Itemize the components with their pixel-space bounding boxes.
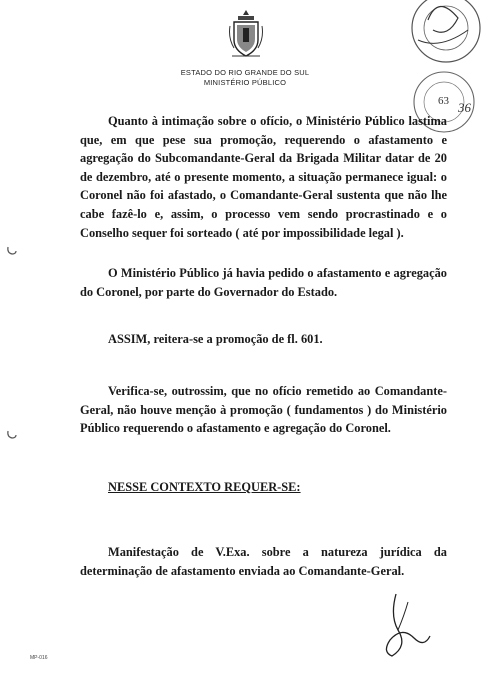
punch-hole-icon — [6, 244, 18, 256]
letterhead-institution: MINISTÉRIO PÚBLICO — [203, 78, 287, 87]
section-heading: NESSE CONTEXTO REQUER-SE: — [108, 480, 301, 494]
paragraph-request: Manifestação de V.Exa. sobre a natureza jurídica da determinação de afastamento enviada ao Comandante-Geral. — [80, 545, 447, 578]
paragraph-verification: Verifica-se, outrossim, que no ofício remetido ao Comandante-Geral, não houve menção à promoção ( fundamentos ) do Ministério Público requerendo o afastamento e agregação do Coronel. — [80, 384, 447, 436]
coat-of-arms-icon — [228, 8, 264, 60]
signature-icon — [368, 586, 448, 666]
paragraph-reiteration: ASSIM, reitera-se a promoção de fl. 601. — [108, 332, 323, 346]
paragraph-intimation: Quanto à intimação sobre o ofício, o Ministério Público lastima que, em que pese sua promoção, requerendo o afastamento e agregação do Subcomandante-Geral da Brigada Militar datar de 20 de dezembro, até o presente momento, a situação permanece igual: o Coronel não foi afastado, o Comandante-Geral sustenta que não lhe cabe fazê-lo e, assim, o processo vem sendo procrastinado e o Conselho sequer foi sorteado ( até por impossibilidade legal ). — [80, 114, 447, 240]
letterhead — [150, 68, 340, 88]
letterhead-state: ESTADO DO RIO GRANDE DO SUL — [180, 68, 310, 77]
stamp-page-number: 63 — [438, 95, 449, 107]
paragraph-previous-request: O Ministério Público já havia pedido o afastamento e agregação do Coronel, por parte do Governador do Estado. — [80, 266, 447, 299]
stamp-sequence: 36 — [458, 100, 471, 115]
punch-hole-icon — [6, 428, 18, 440]
form-code: MP-016 — [30, 655, 48, 661]
